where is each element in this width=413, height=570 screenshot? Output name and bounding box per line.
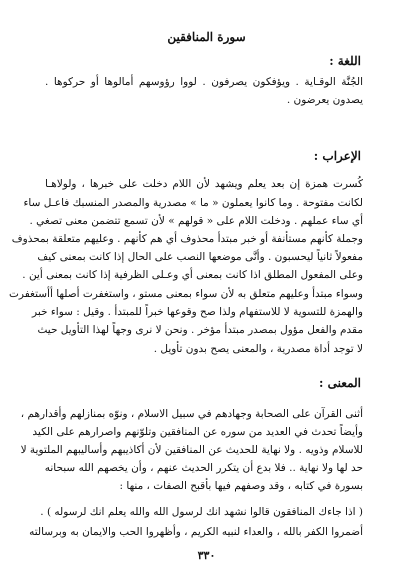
maana-line: بسورة في كتابه ، وقد وصفهم فيها بأقبح الصفات ، منها : [119,480,363,492]
irab-line: لكانت مفتوحة . وما كانوا يعملون « ما » مصدرية والمصدر المنسبك فاعـل ساء [23,197,363,209]
maana-line: حد لها ولا نهاية .. فلا بدع أن يتكرر الحديث عنهم ، وأن يخصهم الله سبحانه [44,462,363,474]
irab-line: وجملة كأنهم مستأنفة أو خبر مبتدأ محذوف أي هم كأنهم . وعليهم متعلقة بمحذوف [11,233,363,245]
irab-line: مقدم والفعل مؤول بمصدر مبتدأ مؤخر . ونحن لا نرى وجهاً لهذا التأويل حيث [37,324,363,336]
lugha-line: الجُنَّة الوقـاية . ويؤفكون يصرفون . لووا رؤوسهم أمالوها أو حركوها . [45,76,363,88]
maana-line: أضمروا الكفر بالله ، والعداء لنبيه الكريم ، وأظهروا الحب والايمان به وبرسالته [29,526,363,538]
irab-line: والهمزة للتسوية لا للاستفهام ولذا صح وقوعها خبراً للمبتدأ . وقيل : سواء خبر [32,306,363,318]
irab-line: لا توجد أداة مصدرية ، والمعنى يصح بدون تأويل . [153,343,363,355]
section-heading-lugha: اللغة : [329,54,361,68]
maana-line: أثنى القرآن على الصحابة وجهادهم في سبيل الاسلام ، ونوّه بمنازلهم وأقدارهم ، [20,408,363,420]
page-number: ٣٣٠ [197,549,216,562]
irab-line: مفعولاً ثانياً ليحسبون . وأنَّى موضعها النصب على الحال إذا كانت بمعنى كيف [37,251,363,263]
section-heading-maana: المعنى : [319,376,361,390]
surah-title: سورة المنافقين [167,30,246,44]
irab-line: وسواء مبتدأ وعليهم متعلق به لأن سواء بمعنى مستو ، واستغفرت أصلها أأستغفرت [9,288,363,300]
maana-line: وأيضاً تحدث في العديد من سوره عن المنافقين وتلوّنهم واصرارهم على الكيد [32,426,363,438]
section-heading-irab: الإعراب : [313,149,361,163]
lugha-line: يصدون يعرضون . [286,94,363,106]
irab-line: أي ساء عملهم . ودخلت اللام على « قولهم » لأن تسمع تتضمن معنى تصغي . [29,215,363,227]
maana-line: للاسلام وذويه . ولا نهاية للحديث عن المنافقين لأن أكاذيبهم وأساليبهم الملتوية لا [20,444,363,456]
quran-quote: ( اذا جاءك المنافقون قالوا نشهد انك لرسول الله والله يعلم انك لرسوله ) . [40,506,363,518]
irab-line: كُسرت همزة إن بعد يعلم ويشهد لأن اللام دخلت على خبرها ، ولولاهـا [45,178,363,190]
irab-line: وعلى المفعول المطلق اذا كانت بمعنى أي وعـلى الظرفية إذا كانت بمعنى أين . [22,269,363,281]
